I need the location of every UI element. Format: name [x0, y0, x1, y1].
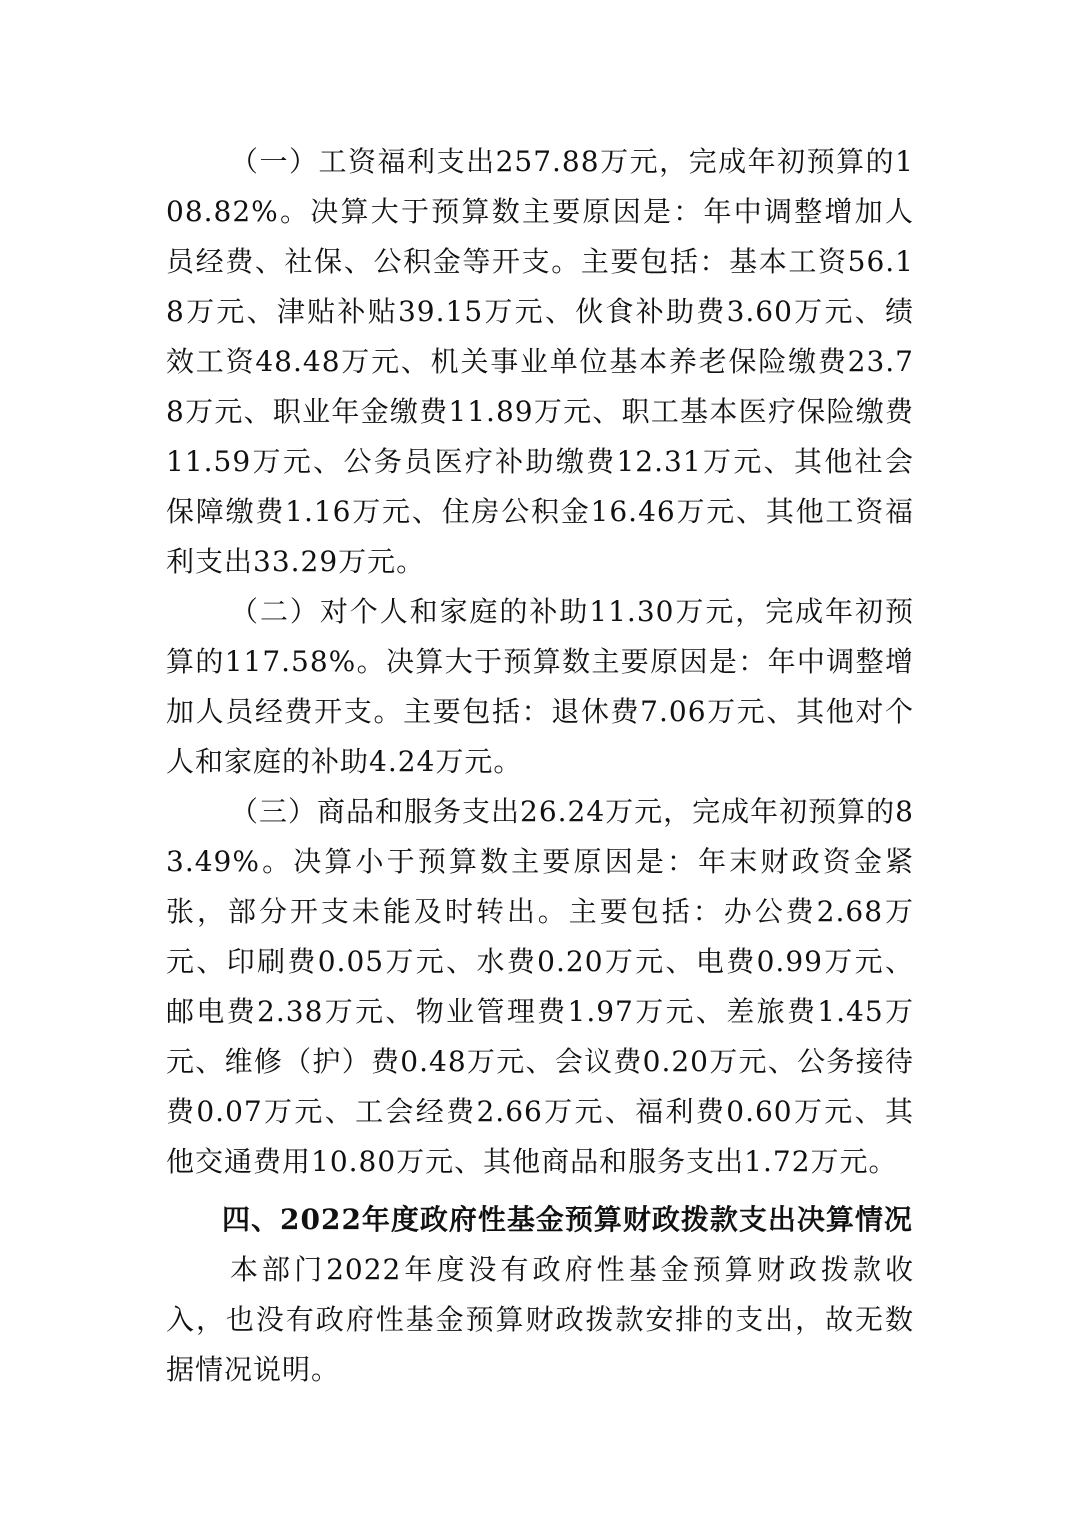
document-body — [166, 137, 914, 1395]
paragraph-government-fund-note: 本部门2022年度没有政府性基金预算财政拨款收入，也没有政府性基金预算财政拨款安排的支出，故无数据情况说明。 — [166, 1253, 914, 1386]
section-heading-government-fund: 四、2022年度政府性基金预算财政拨款支出决算情况 — [222, 1203, 913, 1236]
paragraph-salary-welfare: （一）工资福利支出257.88万元，完成年初预算的108.82%。决算大于预算数主要原因是：年中调整增加人员经费、社保、公积金等开支。主要包括：基本工资56.18万元、津贴补贴39.15万元、伙食补助费3.60万元、绩效工资48.48万元、机关事业单位基本养老保险缴费23.78万元、职业年金缴费11.89万元、职工基本医疗保险缴费11.59万元、公务员医疗补助缴费12.31万元、其他社会保障缴费1.16万元、住房公积金16.46万元、其他工资福利支出33.29万元。 — [166, 145, 914, 578]
paragraph-personal-family-subsidy: （二）对个人和家庭的补助11.30万元，完成年初预算的117.58%。决算大于预算数主要原因是：年中调整增加人员经费开支。主要包括：退休费7.06万元、其他对个人和家庭的补助4.24万元。 — [166, 595, 914, 778]
paragraph-goods-services: （三）商品和服务支出26.24万元，完成年初预算的83.49%。决算小于预算数主要原因是：年末财政资金紧张，部分开支未能及时转出。主要包括：办公费2.68万元、印刷费0.05万元、水费0.20万元、电费0.99万元、邮电费2.38万元、物业管理费1.97万元、差旅费1.45万元、维修（护）费0.48万元、会议费0.20万元、公务接待费0.07万元、工会经费2.66万元、福利费0.60万元、其他交通费用10.80万元、其他商品和服务支出1.72万元。 — [166, 795, 914, 1178]
